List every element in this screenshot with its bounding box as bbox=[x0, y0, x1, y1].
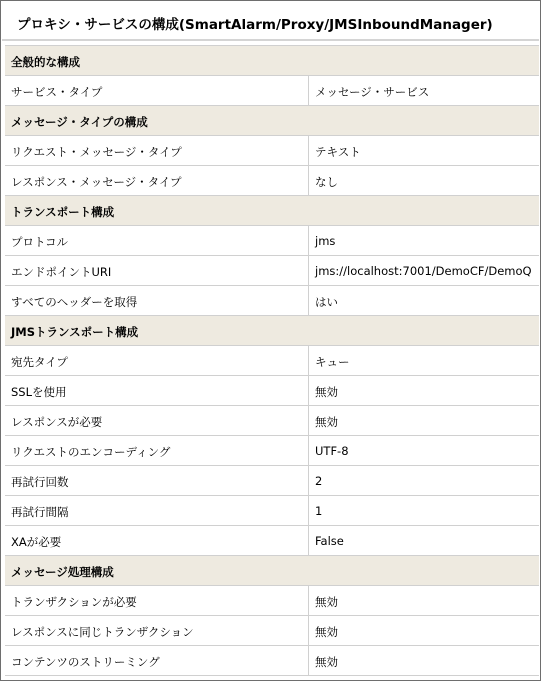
row-value: 1 bbox=[315, 504, 323, 518]
row-label: レスポンスに同じトランザクション bbox=[11, 625, 194, 639]
row-label: XAが必要 bbox=[11, 535, 62, 549]
section-jms-transport bbox=[5, 315, 539, 345]
row-label: すべてのヘッダーを取得 bbox=[11, 295, 138, 309]
row-label: レスポンスが必要 bbox=[11, 415, 103, 429]
row-label: コンテンツのストリーミング bbox=[11, 655, 160, 669]
table-row bbox=[5, 525, 539, 555]
row-label: 再試行回数 bbox=[11, 475, 69, 489]
row-label: 再試行間隔 bbox=[11, 505, 69, 519]
table-row bbox=[5, 465, 539, 495]
section-heading: トランスポート構成 bbox=[11, 205, 115, 219]
row-label: トランザクションが必要 bbox=[11, 595, 137, 609]
row-label: 宛先タイプ bbox=[11, 355, 68, 369]
row-label: SSLを使用 bbox=[11, 385, 67, 399]
row-value: jms bbox=[315, 234, 336, 248]
row-value: 2 bbox=[315, 474, 323, 488]
row-value: メッセージ・サービス bbox=[315, 85, 430, 99]
table-row bbox=[5, 585, 539, 615]
row-value: なし bbox=[315, 175, 338, 189]
table-row bbox=[5, 225, 539, 255]
table-row bbox=[5, 165, 539, 195]
table-row bbox=[5, 285, 539, 315]
table-row bbox=[5, 75, 539, 105]
config-table bbox=[5, 45, 539, 676]
row-value: 無効 bbox=[315, 595, 338, 609]
panel-header bbox=[2, 2, 539, 41]
table-row bbox=[5, 435, 539, 465]
table-row bbox=[5, 375, 539, 405]
row-value: キュー bbox=[315, 355, 350, 369]
table-row bbox=[5, 345, 539, 375]
page-title: プロキシ・サービスの構成(SmartAlarm/Proxy/JMSInboundManager) bbox=[17, 17, 493, 33]
section-general bbox=[5, 45, 539, 75]
section-heading: 全般的な構成 bbox=[11, 55, 80, 69]
section-transport bbox=[5, 195, 539, 225]
table-row bbox=[5, 615, 539, 645]
table-row bbox=[5, 135, 539, 165]
table-row bbox=[5, 405, 539, 435]
row-value: 無効 bbox=[315, 385, 338, 399]
row-value: jms://localhost:7001/DemoCF/DemoQ bbox=[315, 264, 532, 278]
row-value: 無効 bbox=[315, 655, 338, 669]
section-message-type bbox=[5, 105, 539, 135]
row-value: UTF-8 bbox=[315, 444, 349, 458]
section-message-handling bbox=[5, 555, 539, 585]
row-label: リクエストのエンコーディング bbox=[11, 445, 171, 459]
section-heading: JMSトランスポート構成 bbox=[11, 325, 139, 339]
row-label: リクエスト・メッセージ・タイプ bbox=[11, 145, 182, 159]
table-row bbox=[5, 645, 539, 676]
row-value: はい bbox=[315, 295, 338, 309]
row-label: レスポンス・メッセージ・タイプ bbox=[11, 175, 182, 189]
row-value: False bbox=[315, 534, 344, 548]
row-label: サービス・タイプ bbox=[11, 85, 103, 99]
row-value: 無効 bbox=[315, 415, 338, 429]
section-heading: メッセージ・タイプの構成 bbox=[11, 115, 148, 129]
row-value: 無効 bbox=[315, 625, 338, 639]
row-label: エンドポイントURI bbox=[11, 265, 112, 279]
table-row bbox=[5, 255, 539, 285]
section-heading: メッセージ処理構成 bbox=[11, 565, 114, 579]
row-label: プロトコル bbox=[11, 235, 69, 249]
table-row bbox=[5, 495, 539, 525]
row-value: テキスト bbox=[315, 145, 361, 159]
